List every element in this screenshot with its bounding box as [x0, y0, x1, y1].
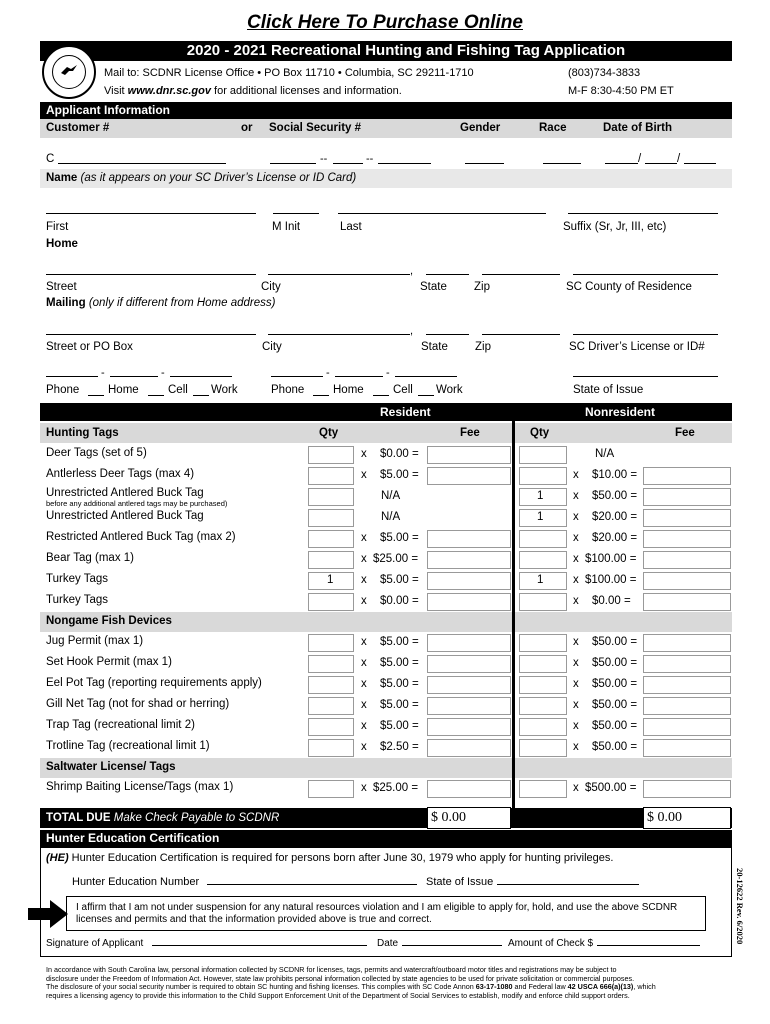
visit-prefix: Visit [104, 85, 128, 97]
name-note: (as it appears on your SC Driver’s License or ID Card) [80, 172, 357, 184]
multiply-sign: x [573, 553, 579, 565]
hunting-non-amount-field[interactable] [643, 467, 731, 485]
home-street-field[interactable] [46, 274, 256, 275]
street-po-label: Street or PO Box [46, 341, 133, 353]
dash: - [386, 367, 390, 379]
nonresident-total-field[interactable]: $ 0.00 [643, 807, 731, 829]
nongame-res-qty-field[interactable] [308, 697, 354, 715]
federal-law-citation: 42 USCA 666(a)(13) [567, 982, 634, 992]
hunting-non-fee: $20.00 = [592, 511, 638, 523]
hunting-row-note2: before any additional antlered tags may be purchased) [46, 499, 228, 508]
customer-prefix: C [46, 153, 55, 165]
nongame-non-amount-field[interactable] [643, 697, 731, 715]
hunting-row-label: Turkey Tags [46, 594, 108, 606]
hunting-res-fee-na: N/A [381, 490, 401, 502]
nongame-non-fee: $50.00 = [592, 699, 638, 711]
hunting-non-amount-field[interactable] [643, 488, 731, 506]
cell-option: Cell [393, 384, 413, 396]
race-label: Race [539, 122, 567, 134]
phone2-home-check[interactable] [313, 395, 329, 396]
hunting-non-qty-value: 1 [537, 574, 544, 586]
saltwater-res-qty-field[interactable] [308, 780, 354, 798]
nongame-non-fee: $50.00 = [592, 741, 638, 753]
gender-field[interactable] [465, 163, 504, 164]
home-label: Home [46, 238, 78, 250]
saltwater-header: Saltwater License/ Tags [46, 761, 176, 773]
total-due-label [46, 812, 279, 824]
hunting-res-qty-field[interactable] [308, 488, 354, 506]
footer-text: and Federal law [512, 982, 568, 992]
nongame-non-fee: $50.00 = [592, 657, 638, 669]
zip-label: Zip [474, 281, 490, 293]
work-option: Work [436, 384, 463, 396]
state-issue-label: State of Issue [573, 384, 644, 396]
phone2-work-check[interactable] [418, 395, 434, 396]
last-name-field[interactable] [338, 213, 546, 214]
multiply-sign: x [361, 636, 367, 648]
he-requirement [46, 852, 613, 864]
suffix-label: Suffix (Sr, Jr, III, etc) [563, 221, 667, 233]
nongame-res-qty-field[interactable] [308, 655, 354, 673]
nongame-non-amount-field[interactable] [643, 739, 731, 757]
phone1-label: Phone [46, 384, 80, 396]
hunting-non-fee: $0.00 = [592, 595, 631, 607]
nongame-header: Nongame Fish Devices [46, 615, 172, 627]
saltwater-non-qty-field[interactable] [519, 780, 567, 798]
purchase-online-link[interactable]: Click Here To Purchase Online [247, 12, 523, 33]
nongame-row-label: Jug Permit (max 1) [46, 635, 144, 647]
nongame-non-fee: $50.00 = [592, 720, 638, 732]
nongame-non-qty-field[interactable] [519, 739, 567, 757]
total-note: Make Check Payable to SCDNR [113, 812, 280, 824]
phone1-cell-check[interactable] [148, 395, 164, 396]
hunting-res-amount-field[interactable] [427, 530, 511, 548]
hunting-tags-header: Hunting Tags [46, 427, 119, 439]
nongame-non-fee: $50.00 = [592, 636, 638, 648]
phone2-line-field[interactable] [395, 376, 457, 377]
dl-state-field[interactable] [573, 376, 718, 377]
non-fee-header: Fee [675, 427, 695, 439]
nongame-non-amount-field[interactable] [643, 634, 731, 652]
hunting-row-label: Unrestricted Antlered Buck Tag [46, 487, 204, 499]
signature-label: Signature of Applicant [46, 938, 144, 949]
phone1-line-field[interactable] [170, 376, 232, 377]
saltwater-non-amount-field[interactable] [643, 780, 731, 798]
nongame-res-fee: $5.00 = [380, 720, 419, 732]
saltwater-header-row-right [515, 758, 732, 778]
name-label: Name [46, 172, 78, 184]
multiply-sign: x [361, 553, 367, 565]
home-option: Home [108, 384, 139, 396]
signature-field[interactable] [152, 945, 367, 946]
comma: , [410, 265, 414, 277]
hunter-ed-title: Hunter Education Certification [40, 830, 732, 847]
form-revision-number: 20-12622 Rev. 6/2020 [735, 868, 745, 945]
dob-month-field[interactable] [605, 163, 638, 164]
hunting-res-fee: $5.00 = [380, 574, 419, 586]
dash: - [161, 367, 165, 379]
date-label: Date [377, 938, 399, 949]
mail-to-address: Mail to: SCDNR License Office • PO Box 11710 • Columbia, SC 29211-1710 [104, 67, 474, 79]
hunting-header-row [40, 423, 732, 443]
visit-suffix: for additional licenses and information. [210, 85, 402, 97]
multiply-sign: x [573, 657, 579, 669]
arrow-right-icon [28, 899, 68, 929]
multiply-sign: x [573, 782, 579, 794]
phone2-label: Phone [271, 384, 305, 396]
multiply-sign: x [573, 511, 579, 523]
applicant-section-title: Applicant Information [40, 102, 732, 119]
nongame-non-qty-field[interactable] [519, 697, 567, 715]
mailing-section-label [46, 297, 275, 309]
cell-option: Cell [168, 384, 188, 396]
scdnr-seal-logo [42, 45, 96, 99]
mailing-state-field[interactable] [426, 334, 469, 335]
hunting-res-fee: $0.00 = [380, 595, 419, 607]
nongame-non-qty-field[interactable] [519, 718, 567, 736]
hunting-non-qty-field[interactable] [519, 446, 567, 464]
nongame-non-amount-field[interactable] [643, 676, 731, 694]
hunting-res-fee: $5.00 = [380, 469, 419, 481]
multiply-sign: x [573, 678, 579, 690]
gender-label: Gender [460, 122, 501, 134]
nongame-res-amount-field[interactable] [427, 739, 511, 757]
res-qty-header: Qty [319, 427, 339, 439]
he-state-field[interactable] [497, 884, 639, 885]
multiply-sign: x [573, 490, 579, 502]
hunting-res-qty-field[interactable] [308, 593, 354, 611]
nongame-res-qty-field[interactable] [308, 718, 354, 736]
multiply-sign: x [361, 657, 367, 669]
phone1-prefix-field[interactable] [110, 376, 158, 377]
ssn-label: Social Security # [269, 122, 362, 134]
dash: - [326, 367, 330, 379]
hunting-non-amount-field[interactable] [643, 593, 731, 611]
sc-code-citation: 63-17-1080 [475, 982, 513, 992]
total-label: TOTAL DUE [46, 812, 111, 824]
hunting-res-qty-field[interactable] [308, 467, 354, 485]
hunting-non-fee: $50.00 = [592, 490, 638, 502]
multiply-sign: x [573, 574, 579, 586]
nongame-non-qty-field[interactable] [519, 655, 567, 673]
privacy-disclosure [46, 966, 736, 1000]
nongame-res-fee: $2.50 = [380, 741, 419, 753]
phone1-home-check[interactable] [88, 395, 104, 396]
dob-slash: / [638, 153, 642, 165]
phone1-area-field[interactable] [46, 376, 98, 377]
multiply-sign: x [573, 469, 579, 481]
city-label: City [262, 341, 282, 353]
multiply-sign: x [361, 678, 367, 690]
nongame-res-amount-field[interactable] [427, 676, 511, 694]
phone2-prefix-field[interactable] [335, 376, 383, 377]
multiply-sign: x [361, 574, 367, 586]
comma: , [410, 325, 414, 337]
nongame-res-qty-field[interactable] [308, 676, 354, 694]
hunting-row-label: Bear Tag (max 1) [46, 552, 134, 564]
footer-text: The disclosure of your social security number is required to obtain SC hunting and fishing licenses. This complies with SC Code Annon [46, 982, 476, 992]
home-option: Home [333, 384, 364, 396]
hunting-non-fee: $20.00 = [592, 532, 638, 544]
ssn-part3-field[interactable] [378, 163, 431, 164]
street-label: Street [46, 281, 77, 293]
dob-year-field[interactable] [684, 163, 716, 164]
customer-number-label: Customer # [46, 122, 110, 134]
home-state-field[interactable] [426, 274, 469, 275]
he-label: (HE) [46, 852, 69, 864]
mailing-note: (only if different from Home address) [88, 297, 276, 309]
zip-label: Zip [475, 341, 491, 353]
dash: - [101, 367, 105, 379]
hunting-row-label: Deer Tags (set of 5) [46, 447, 147, 459]
resident-total-field[interactable]: $ 0.00 [427, 807, 511, 829]
name-section-label [46, 172, 356, 184]
check-amount-label: Amount of Check $ [508, 938, 594, 949]
office-hours: M-F 8:30-4:50 PM ET [568, 85, 674, 97]
hunting-non-fee: $10.00 = [592, 469, 638, 481]
hunting-non-amount-field[interactable] [643, 509, 731, 527]
nonresident-header: Nonresident [585, 405, 656, 419]
hunting-row-label: Antlerless Deer Tags (max 4) [46, 468, 195, 480]
hunting-res-qty-field[interactable] [308, 551, 354, 569]
nongame-res-fee: $5.00 = [380, 699, 419, 711]
dob-slash: / [677, 153, 681, 165]
customer-number-field[interactable] [58, 163, 226, 164]
hunting-non-qty-field[interactable] [519, 551, 567, 569]
nongame-res-fee: $5.00 = [380, 636, 419, 648]
multiply-sign: x [361, 595, 367, 607]
hunting-non-amount-field[interactable] [643, 572, 731, 590]
nongame-row-label: Eel Pot Tag (reporting requirements apply) [46, 677, 262, 689]
last-label: Last [340, 221, 362, 233]
city-label: City [261, 281, 281, 293]
multiply-sign: x [361, 782, 367, 794]
non-qty-header: Qty [530, 427, 550, 439]
office-phone: (803)734-3833 [568, 67, 641, 79]
hunting-non-fee: $100.00 = [585, 574, 637, 586]
hunting-res-fee: $25.00 = [373, 553, 419, 565]
nongame-row-label: Trotline Tag (recreational limit 1) [46, 740, 210, 752]
multiply-sign: x [361, 699, 367, 711]
mailing-zip-field[interactable] [482, 334, 560, 335]
drivers-license-field[interactable] [573, 334, 718, 335]
hunting-non-amount-field[interactable] [643, 530, 731, 548]
hunting-res-fee: $0.00 = [380, 448, 419, 460]
multiply-sign: x [361, 532, 367, 544]
nongame-row-label: Trap Tag (recreational limit 2) [46, 719, 195, 731]
multiply-sign: x [361, 741, 367, 753]
minit-label: M Init [272, 221, 301, 233]
phone2-area-field[interactable] [271, 376, 323, 377]
hunting-non-qty-field[interactable] [519, 530, 567, 548]
form-title: 2020 - 2021 Recreational Hunting and Fishing Tag Application [40, 41, 732, 61]
or-label: or [241, 122, 253, 134]
saltwater-row-label: Shrimp Baiting License/Tags (max 1) [46, 781, 234, 793]
hunting-row-label: Unrestricted Antlered Buck Tag [46, 510, 204, 522]
nongame-res-fee: $5.00 = [380, 657, 419, 669]
ssn-part2-field[interactable] [333, 163, 363, 164]
hunting-res-amount-field[interactable] [427, 593, 511, 611]
nongame-res-amount-field[interactable] [427, 718, 511, 736]
multiply-sign: x [361, 720, 367, 732]
multiply-sign: x [573, 699, 579, 711]
affirm-text: I affirm that I am not under suspension for any natural resources violation and I am eligible to apply for, hold, and use the above SCDNR licenses and permits and that the information provided above is true and correct. [76, 902, 678, 925]
multiply-sign: x [361, 469, 367, 481]
multiply-sign: x [573, 636, 579, 648]
state-label: State [421, 341, 448, 353]
hunting-non-fee-na: N/A [595, 448, 615, 460]
website-link[interactable]: www.dnr.sc.gov [127, 85, 211, 97]
nongame-res-qty-field[interactable] [308, 739, 354, 757]
home-zip-field[interactable] [482, 274, 560, 275]
dob-label: Date of Birth [603, 122, 672, 134]
hunting-res-qty-field[interactable] [308, 509, 354, 527]
nongame-row-label: Gill Net Tag (not for shad or herring) [46, 698, 230, 710]
date-field[interactable] [402, 945, 502, 946]
saltwater-res-fee: $25.00 = [373, 782, 419, 794]
nongame-res-qty-field[interactable] [308, 634, 354, 652]
county-field[interactable] [573, 274, 718, 275]
hunting-res-qty-field[interactable] [308, 530, 354, 548]
ssn-dash: -- [366, 153, 374, 165]
nongame-res-amount-field[interactable] [427, 634, 511, 652]
multiply-sign: x [573, 720, 579, 732]
he-number-label: Hunter Education Number [72, 876, 200, 888]
nongame-non-amount-field[interactable] [643, 655, 731, 673]
hunting-row-label: Restricted Antlered Buck Tag (max 2) [46, 531, 236, 543]
footer-line: requires a licensing agency to provide this information to the Child Support Enforcement Unit of the Department of Social Services to establish, modify and enforce child support orders. [46, 990, 630, 1000]
hunting-res-fee: $5.00 = [380, 532, 419, 544]
first-label: First [46, 221, 69, 233]
hunting-non-qty-field[interactable] [519, 467, 567, 485]
mailing-label: Mailing [46, 297, 86, 309]
hunting-res-amount-field[interactable] [427, 572, 511, 590]
hunting-non-amount-field[interactable] [643, 551, 731, 569]
dl-label: SC Driver’s License or ID# [569, 341, 705, 353]
multiply-sign: x [573, 595, 579, 607]
hunting-non-qty-field[interactable] [519, 593, 567, 611]
ssn-dash: -- [320, 153, 328, 165]
saltwater-non-fee: $500.00 = [585, 782, 637, 794]
middle-initial-field[interactable] [273, 213, 319, 214]
hunting-row-label: Turkey Tags [46, 573, 108, 585]
ssn-part1-field[interactable] [270, 163, 316, 164]
nongame-non-amount-field[interactable] [643, 718, 731, 736]
work-option: Work [211, 384, 238, 396]
saltwater-res-amount-field[interactable] [427, 780, 511, 798]
hunting-res-qty-value: 1 [327, 574, 334, 586]
hunting-non-qty-value: 1 [537, 490, 544, 502]
county-label: SC County of Residence [566, 281, 692, 293]
nongame-res-fee: $5.00 = [380, 678, 419, 690]
he-number-field[interactable] [207, 884, 417, 885]
phone2-cell-check[interactable] [373, 395, 389, 396]
dob-day-field[interactable] [645, 163, 677, 164]
multiply-sign: x [573, 741, 579, 753]
nongame-res-amount-field[interactable] [427, 697, 511, 715]
he-requirement-text: Hunter Education Certification is required for persons born after June 30, 1979 who apply for hunting privileges. [71, 852, 614, 864]
nongame-non-fee: $50.00 = [592, 678, 638, 690]
hunting-res-amount-field[interactable] [427, 446, 511, 464]
multiply-sign: x [573, 532, 579, 544]
hunting-res-amount-field[interactable] [427, 467, 511, 485]
suffix-field[interactable] [568, 213, 718, 214]
hunting-res-fee-na: N/A [381, 511, 401, 523]
hunting-non-qty-value: 1 [537, 511, 544, 523]
race-field[interactable] [543, 163, 581, 164]
state-label: State [420, 281, 447, 293]
nongame-non-qty-field[interactable] [519, 676, 567, 694]
mailing-street-field[interactable] [46, 334, 256, 335]
first-name-field[interactable] [46, 213, 256, 214]
nongame-res-amount-field[interactable] [427, 655, 511, 673]
check-amount-field[interactable] [597, 945, 700, 946]
hunting-res-amount-field[interactable] [427, 551, 511, 569]
mailing-city-field[interactable] [268, 334, 410, 335]
seal-emblem-icon [59, 63, 79, 77]
multiply-sign: x [361, 448, 367, 460]
footer-line: disclosure under the Freedom of Information Act. However, state law prohibits personal information collected by state agencies to be used for private solicitation or commercial purposes. [46, 973, 635, 983]
resident-header: Resident [380, 405, 431, 419]
footer-text: , which [633, 982, 656, 992]
footer-line: In accordance with South Carolina law, personal information collected by SCDNR for licenses, tags, permits and watercraft/outboard motor titles and registrations may be subject to [46, 965, 617, 974]
hunting-res-qty-field[interactable] [308, 446, 354, 464]
he-state-label: State of Issue [426, 876, 494, 888]
hunting-non-fee: $100.00 = [585, 553, 637, 565]
res-fee-header: Fee [460, 427, 480, 439]
phone1-work-check[interactable] [193, 395, 209, 396]
visit-website-text [104, 85, 402, 97]
nongame-row-label: Set Hook Permit (max 1) [46, 656, 172, 668]
nongame-non-qty-field[interactable] [519, 634, 567, 652]
home-city-field[interactable] [268, 274, 410, 275]
nongame-header-row-right [515, 612, 732, 632]
